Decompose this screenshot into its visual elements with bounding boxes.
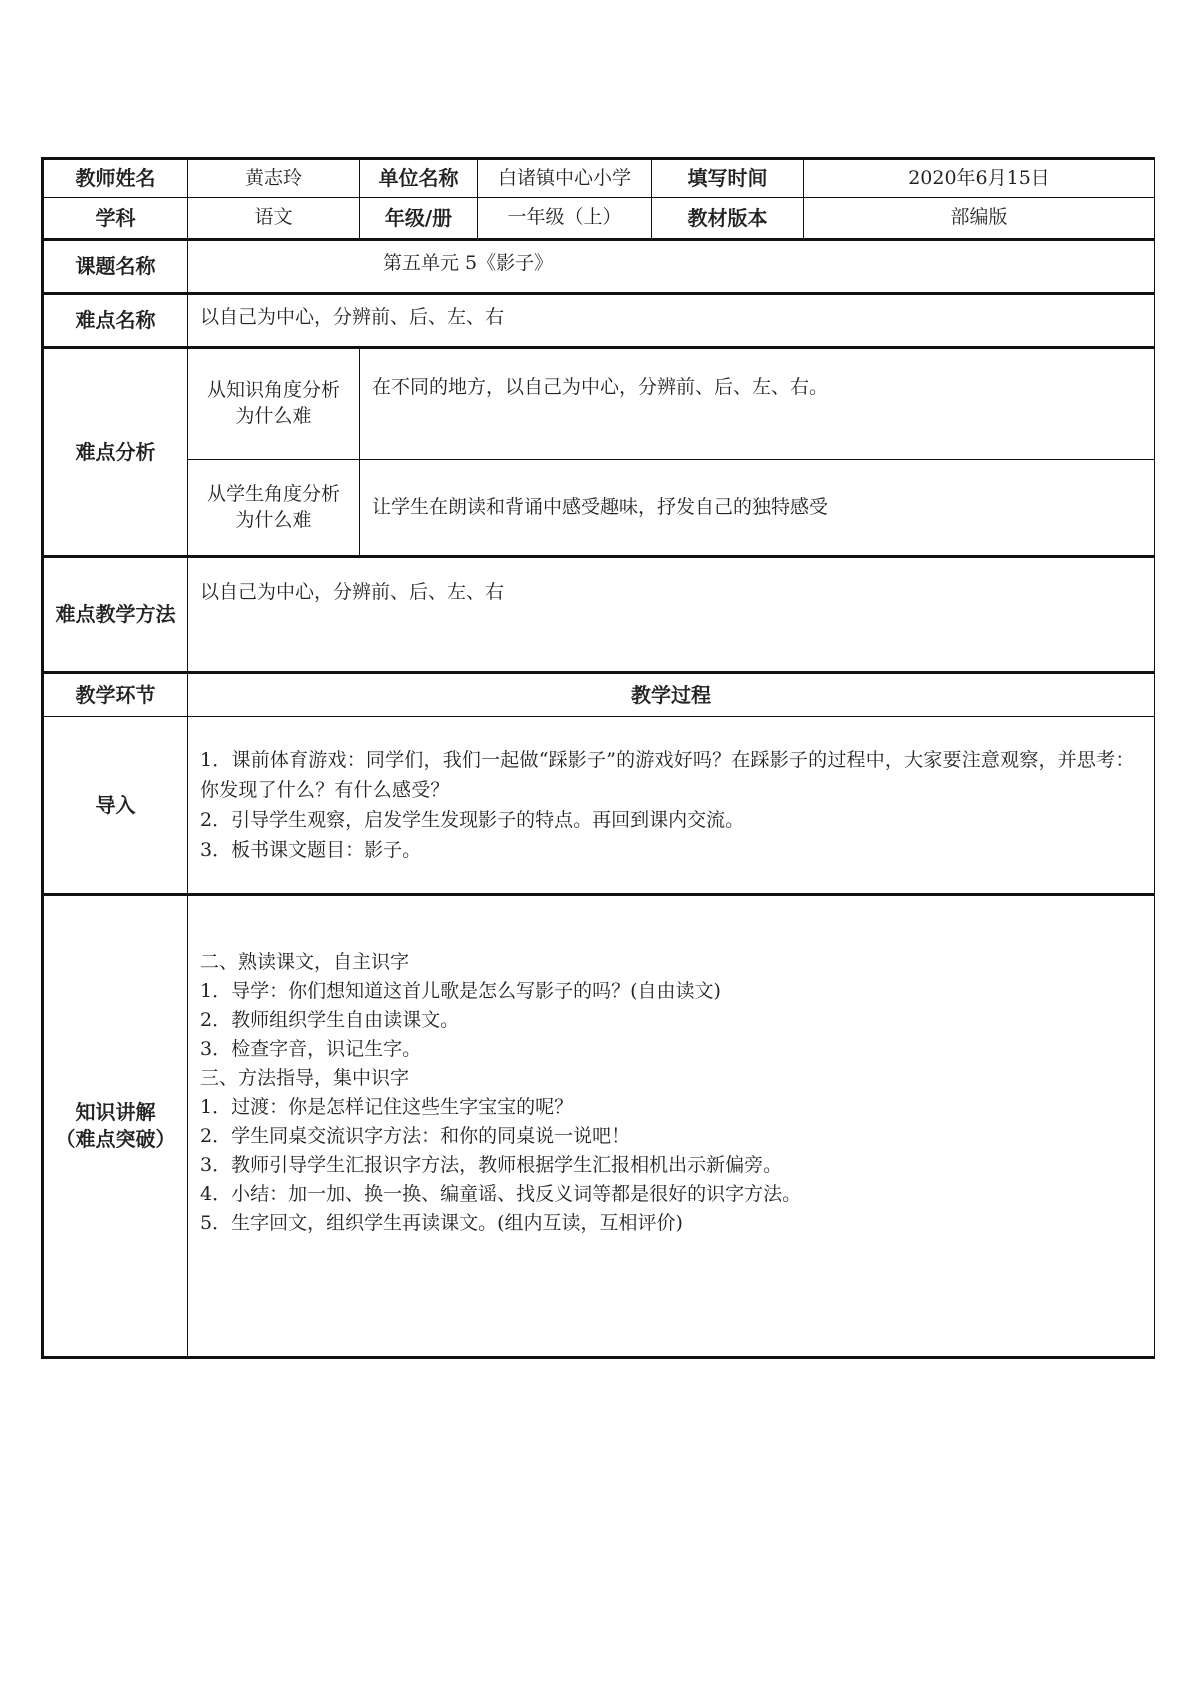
difficulty-label: 难点名称 xyxy=(43,294,188,348)
method-row xyxy=(43,557,1155,673)
knowledge-label-line1: 知识讲解 xyxy=(75,1100,156,1124)
knowledge-line: 1．导学：你们想知道这首儿歌是怎么写影子的吗？(自由读文) xyxy=(200,980,721,1002)
knowledge-line: 4．小结：加一加、换一换、编童谣、找反义词等都是很好的识字方法。 xyxy=(200,1183,802,1205)
analysis-row-knowledge xyxy=(43,348,1155,460)
knowledge-line: 3．教师引导学生汇报识字方法，教师根据学生汇报相机出示新偏旁。 xyxy=(200,1154,783,1176)
process-header-row xyxy=(43,673,1155,717)
stage-label: 教学环节 xyxy=(43,673,188,717)
header-row-1 xyxy=(43,159,1155,198)
student-angle-label xyxy=(188,460,360,557)
process-label: 教学过程 xyxy=(188,673,1155,717)
edition-value: 部编版 xyxy=(804,198,1155,240)
student-angle-value: 让学生在朗读和背诵中感受趣味，抒发自己的独特感受 xyxy=(360,460,1155,557)
intro-line: 1．课前体育游戏：同学们，我们一起做“踩影子”的游戏好吗？在踩影子的过程中，大家要注意观察，并思考：你发现了什么？有什么感受？ xyxy=(200,749,1135,801)
student-angle-label-line1: 从学生角度分析 xyxy=(206,482,340,505)
lesson-plan-table xyxy=(41,157,1155,1359)
method-value: 以自己为中心，分辨前、后、左、右 xyxy=(188,557,1155,673)
subject-label: 学科 xyxy=(43,198,188,240)
knowledge-line: 二、熟读课文，自主识字 xyxy=(200,951,410,973)
analysis-label: 难点分析 xyxy=(43,348,188,557)
grade-label: 年级/册 xyxy=(360,198,478,240)
knowledge-line: 5．生字回文，组织学生再读课文。(组内互读，互相评价) xyxy=(200,1212,683,1234)
knowledge-angle-value: 在不同的地方，以自己为中心，分辨前、后、左、右。 xyxy=(360,348,1155,460)
knowledge-label-line2: （难点突破） xyxy=(55,1127,176,1151)
teacher-value: 黄志玲 xyxy=(188,159,360,198)
knowledge-line: 3．检查字音，识记生字。 xyxy=(200,1038,422,1060)
difficulty-row xyxy=(43,294,1155,348)
unit-label: 单位名称 xyxy=(360,159,478,198)
header-row-2 xyxy=(43,198,1155,240)
lesson-plan-form xyxy=(41,157,1153,1359)
topic-row xyxy=(43,240,1155,294)
knowledge-content xyxy=(188,895,1155,1358)
method-label: 难点教学方法 xyxy=(43,557,188,673)
knowledge-label xyxy=(43,895,188,1358)
knowledge-angle-label-line2: 为什么难 xyxy=(235,405,312,427)
unit-value: 白诸镇中心小学 xyxy=(478,159,652,198)
knowledge-angle-label xyxy=(188,348,360,460)
knowledge-line: 1．过渡：你是怎样记住这些生字宝宝的呢？ xyxy=(200,1096,574,1118)
intro-content xyxy=(188,717,1155,895)
subject-value: 语文 xyxy=(188,198,360,240)
analysis-row-student xyxy=(43,460,1155,557)
knowledge-line: 三、方法指导，集中识字 xyxy=(200,1067,410,1089)
teacher-label: 教师姓名 xyxy=(43,159,188,198)
intro-line: 3．板书课文题目：影子。 xyxy=(200,839,422,861)
student-angle-label-line2: 为什么难 xyxy=(235,508,312,531)
knowledge-angle-label-line1: 从知识角度分析 xyxy=(206,379,340,402)
topic-label: 课题名称 xyxy=(43,240,188,294)
date-value: 2020年6月15日 xyxy=(804,159,1155,198)
difficulty-value: 以自己为中心，分辨前、后、左、右 xyxy=(188,294,1155,348)
intro-line: 2．引导学生观察，启发学生发现影子的特点。再回到课内交流。 xyxy=(200,809,745,831)
knowledge-line: 2．教师组织学生自由读课文。 xyxy=(200,1009,460,1031)
topic-value: 第五单元 5《影子》 xyxy=(188,240,1155,294)
knowledge-line: 2．学生同桌交流识字方法：和你的同桌说一说吧！ xyxy=(200,1125,631,1147)
intro-label: 导入 xyxy=(43,717,188,895)
grade-value: 一年级（上） xyxy=(478,198,652,240)
date-label: 填写时间 xyxy=(652,159,804,198)
edition-label: 教材版本 xyxy=(652,198,804,240)
knowledge-row xyxy=(43,895,1155,1358)
intro-row xyxy=(43,717,1155,895)
